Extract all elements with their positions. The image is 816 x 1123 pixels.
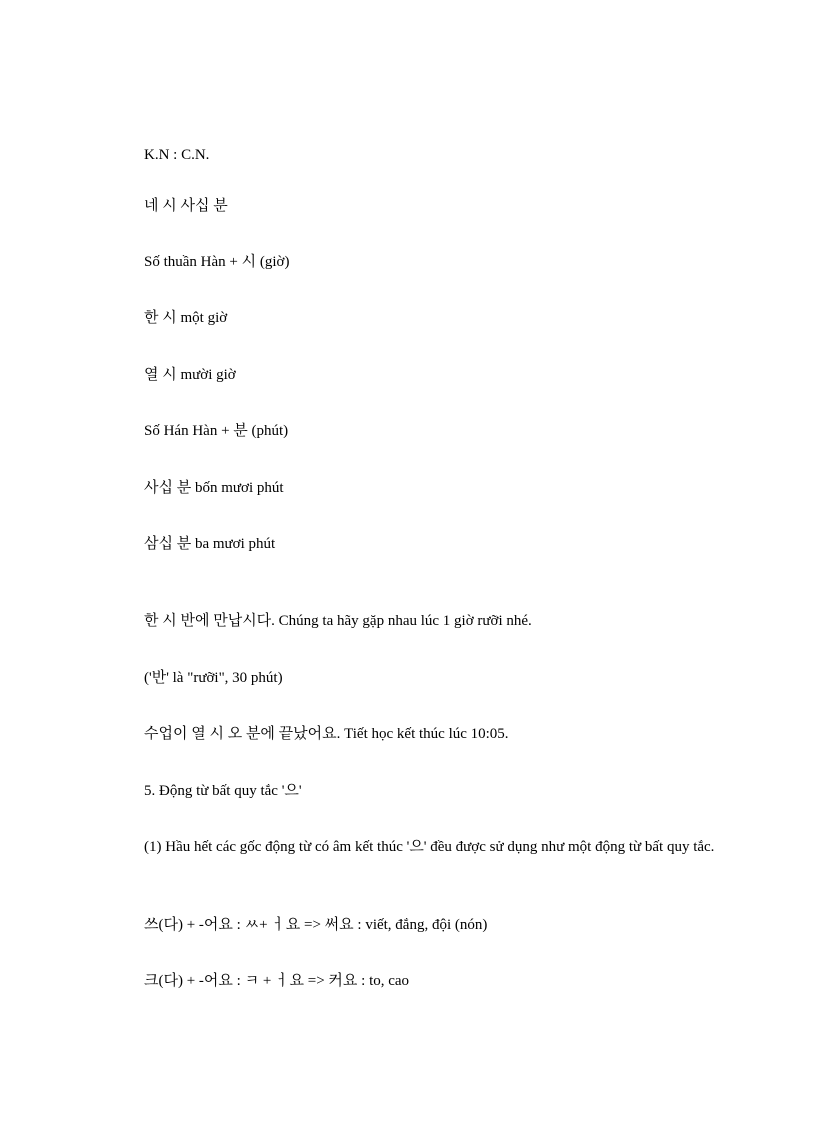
text-line: Số Hán Hàn + 분 (phút) <box>144 423 289 439</box>
text-line: Số thuần Hàn + 시 (giờ) <box>144 254 290 270</box>
text-line: 한 시 một giờ <box>144 310 228 326</box>
text-line: 네 시 사십 분 <box>144 198 228 214</box>
text-paragraph: (1) Hầu hết các gốc động từ có âm kết thúc '으' đều được sử dụng như một động từ bất quy tắc. <box>144 839 715 855</box>
text-line: 한 시 반에 만납시다. Chúng ta hãy gặp nhau lúc 1 giờ rưỡi nhé. <box>144 613 532 629</box>
text-line: 크(다) + -어요 : ㅋ + ㅓ요 => 커요 : to, cao <box>144 973 410 989</box>
text-line: ('반' là "rưỡi", 30 phút) <box>144 670 283 686</box>
text-line: 사십 분 bốn mươi phút <box>144 480 284 496</box>
text-line: 열 시 mười giờ <box>144 367 236 383</box>
text-line: 삼십 분 ba mươi phút <box>144 536 276 552</box>
text-line: 쓰(다) + -어요 : ㅆ+ ㅓ요 => 써요 : viết, đắng, đội (nón) <box>144 917 488 933</box>
text-line: 수업이 열 시 오 분에 끝났어요. Tiết học kết thúc lúc 10:05. <box>144 726 509 742</box>
text-line: K.N : C.N. <box>144 147 210 163</box>
section-heading: 5. Động từ bất quy tắc '으' <box>144 783 302 799</box>
